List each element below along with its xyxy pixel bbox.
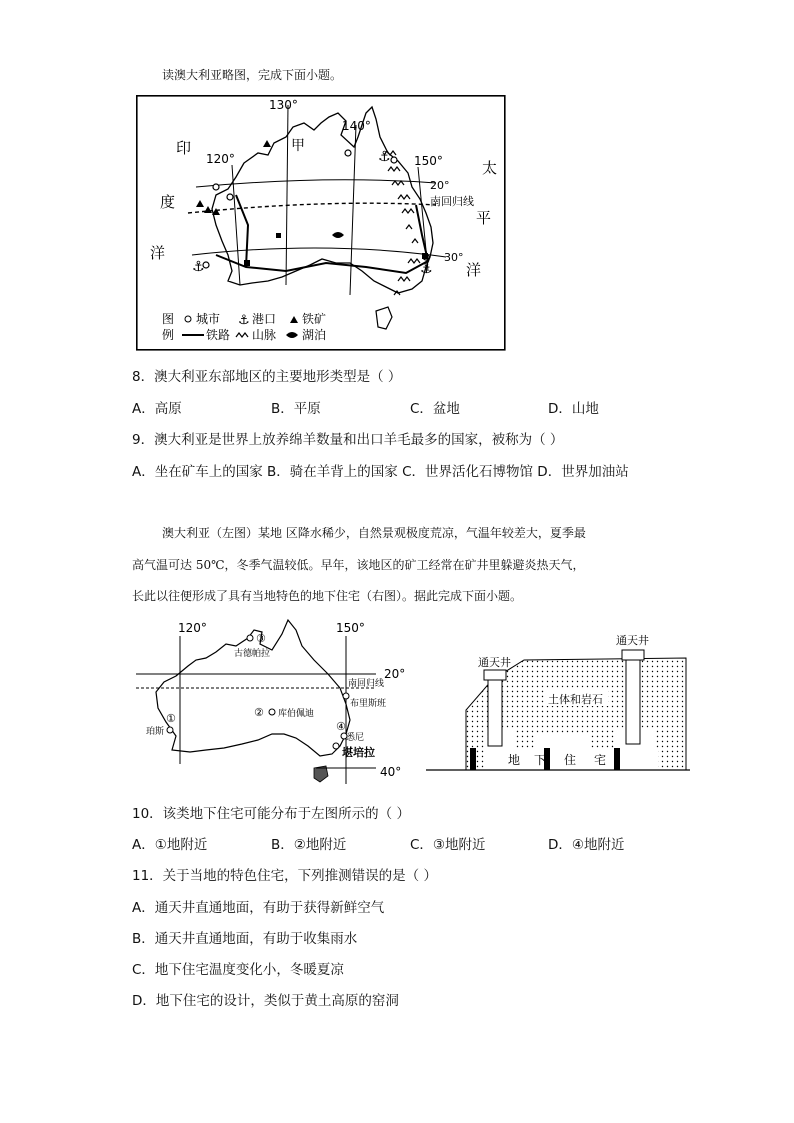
question-11-stem: 11．关于当地的特色住宅，下列推测错误的是（ ）	[132, 868, 437, 884]
q8-option-a[interactable]: A．高原	[132, 401, 182, 417]
australia-map-1	[136, 95, 506, 351]
region-jia-label: 甲	[291, 138, 305, 154]
skylight-label-right: 通天井	[616, 634, 649, 647]
marker-2: ②	[254, 706, 264, 719]
svg-text:洋: 洋	[466, 261, 482, 279]
question-8-stem: 8．澳大利亚东部地区的主要地形类型是（ ）	[132, 369, 402, 385]
svg-text:铁路: 铁路	[206, 328, 231, 342]
lon-130-label: 130°	[269, 98, 298, 112]
lat-30-label: 30°	[444, 251, 464, 264]
svg-text:例: 例	[162, 328, 175, 342]
marker-4: ④	[336, 720, 346, 733]
map2-lon-120: 120°	[178, 621, 207, 635]
q10-option-b[interactable]: B．②地附近	[271, 837, 347, 853]
lon-120-label: 120°	[206, 152, 235, 166]
svg-text:平: 平	[476, 209, 492, 227]
svg-text:山脉: 山脉	[252, 328, 277, 342]
intro-text-2-line-3: 长此以往便形成了具有当地特色的地下住宅（右图）。据此完成下面小题。	[132, 589, 523, 603]
svg-text:洋: 洋	[150, 244, 166, 262]
svg-text:太: 太	[482, 159, 498, 177]
lon-140-label: 140°	[342, 119, 371, 133]
intro-text-2-line-1: 澳大利亚（左图）某地 区降水稀少，自然景观极度荒凉，气温年较差大，夏季最	[162, 526, 586, 540]
intro-text-1: 读澳大利亚略图，完成下面小题。	[162, 68, 343, 82]
svg-text:库伯佩迪: 库伯佩迪	[278, 709, 315, 719]
q9-options[interactable]: A．坐在矿车上的国家 B．骑在羊背上的国家 C．世界活化石博物馆 D．世界加油站	[132, 464, 629, 480]
question-10-stem: 10．该类地下住宅可能分布于左图所示的（ ）	[132, 806, 410, 822]
tropic-label: 南回归线	[430, 195, 474, 208]
svg-text:下: 下	[534, 753, 547, 767]
q10-option-c[interactable]: C．③地附近	[410, 837, 486, 853]
svg-text:图: 图	[162, 312, 175, 326]
marker-3: ③	[256, 632, 266, 645]
map2-lon-150: 150°	[336, 621, 365, 635]
svg-text:铁矿: 铁矿	[302, 312, 327, 326]
svg-text:湖泊: 湖泊	[302, 328, 327, 342]
map2-tropic: 南回归线	[348, 679, 385, 689]
q8-option-c[interactable]: C．盆地	[410, 401, 460, 417]
svg-text:⚓: ⚓	[378, 149, 391, 165]
lon-150-label: 150°	[414, 154, 443, 168]
map2-lat-20: 20°	[384, 667, 406, 681]
q10-option-a[interactable]: A．①地附近	[132, 837, 208, 853]
svg-text:古德帕拉: 古德帕拉	[234, 649, 271, 659]
svg-text:⚓: ⚓	[420, 261, 433, 277]
svg-text:地: 地	[508, 753, 521, 767]
q11-option-d[interactable]: D．地下住宅的设计，类似于黄土高原的窑洞	[132, 993, 399, 1009]
skylight-label-left: 通天井	[478, 656, 511, 669]
underground-house-section	[426, 630, 690, 776]
australia-map-2	[136, 616, 416, 784]
svg-text:度: 度	[160, 193, 176, 211]
map2-lat-40: 40°	[380, 765, 402, 779]
svg-text:⚓: ⚓	[238, 313, 250, 328]
question-9-stem: 9．澳大利亚是世界上放养绵羊数量和出口羊毛最多的国家，被称为（ ）	[132, 432, 564, 448]
q11-option-c[interactable]: C．地下住宅温度变化小，冬暖夏凉	[132, 962, 344, 978]
svg-text:堪培拉: 堪培拉	[342, 746, 375, 759]
q8-option-d[interactable]: D．山地	[548, 401, 599, 417]
intro-text-2-line-2: 高气温可达 50℃，冬季气温较低。早年，该地区的矿工经常在矿井里躲避炎热天气，	[132, 558, 585, 572]
svg-text:印: 印	[176, 139, 192, 157]
svg-text:⚓: ⚓	[192, 259, 205, 275]
marker-1: ①	[166, 712, 176, 725]
svg-text:珀斯: 珀斯	[146, 727, 165, 737]
svg-text:港口: 港口	[252, 312, 277, 326]
svg-text:悉尼: 悉尼	[346, 733, 365, 743]
q10-option-d[interactable]: D．④地附近	[548, 837, 625, 853]
rock-label: 土体和岩石	[548, 693, 603, 706]
q11-option-b[interactable]: B．通天井直通地面，有助于收集雨水	[132, 931, 358, 947]
svg-text:布里斯班: 布里斯班	[350, 699, 387, 709]
svg-text:宅: 宅	[594, 753, 607, 767]
q8-option-b[interactable]: B．平原	[271, 401, 321, 417]
svg-text:城市: 城市	[196, 312, 221, 326]
svg-text:住: 住	[564, 753, 577, 767]
lat-20-label: 20°	[430, 179, 450, 192]
q11-option-a[interactable]: A．通天井直通地面，有助于获得新鲜空气	[132, 900, 385, 916]
